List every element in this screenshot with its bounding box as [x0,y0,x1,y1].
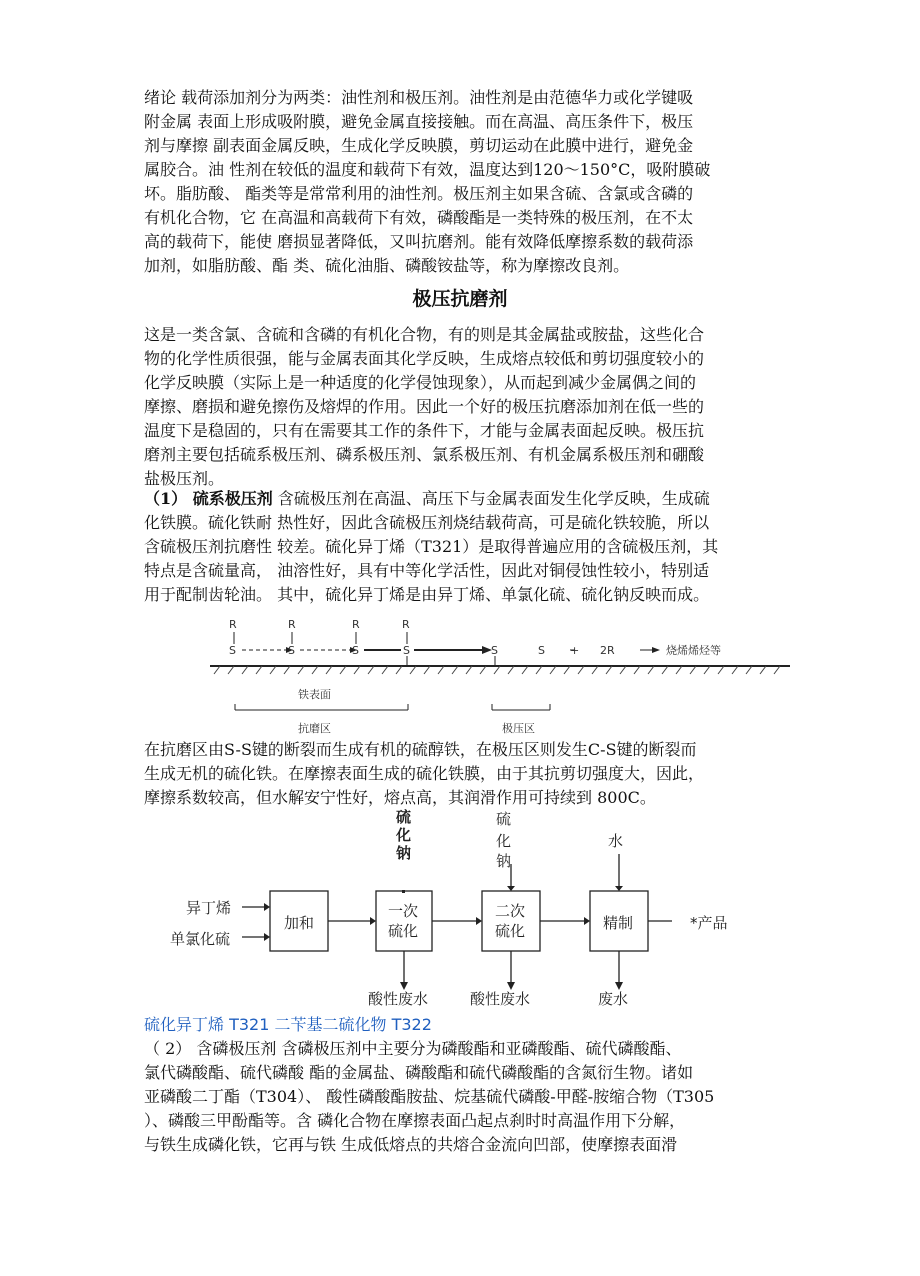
s-label: S [403,644,410,657]
text-line: 磨剂主要包括硫系极压剂、磷系极压剂、氯系极压剂、有机金属系极压剂和硼酸 [144,445,705,464]
text-line: 摩擦、磨损和避免擦伤及熔焊的作用。因此一个好的极压抗磨添加剂在低一些的 [144,397,705,416]
text-line: 高的载荷下，能使 磨损显著降低，又叫抗磨剂。能有效降低摩擦系数的载荷添 [144,232,694,251]
text-line: 与铁生成磷化铁，它再与铁 生成低熔点的共熔合金流向凹部，使摩擦表面滑 [144,1135,678,1154]
text-line: 有机化合物，它 在高温和高载荷下有效，磷酸酯是一类特殊的极压剂，在不太 [144,208,694,227]
text-line: 盐极压剂。 [144,469,225,488]
r-label: R [229,618,237,631]
sulfur-ep-lead: （1） 硫系极压剂 [144,489,273,508]
text-line [144,487,794,511]
sodium-sulfide-b-label-3: 钠 [496,852,512,870]
mechanism-diagram [200,608,800,738]
s-label: S [229,644,236,657]
sodium-sulfide-label-2: 化 [396,826,412,844]
text-line: 这是一类含氯、含硫和含磷的有机化合物，有的则是其金属盐或胺盐，这些化合 [144,325,705,344]
sodium-sulfide-b-label-1: 硫 [496,810,512,828]
sulfidation-2-box [482,891,540,951]
sulfidation-1-label-a: 一次 [388,902,419,920]
r-label: R [288,618,296,631]
s-label: S [491,644,498,657]
sulfur-ep-first: 含硫极压剂在高温、高压下与金属表面发生化学反映，生成硫 [272,489,710,508]
mechanism-paragraph [144,738,794,810]
text-line: 用于配制齿轮油。 其中，硫化异丁烯是由异丁烯、单氯化硫、硫化钠反映而成。 [144,585,710,604]
sodium-sulfide-b-label-2: 化 [496,832,512,850]
text-line: 氯代磷酸酯、硫代磷酸 酯的金属盐、磷酸酯和硫代磷酸酯的含氮衍生物。诸如 [144,1063,694,1082]
process-flow-diagram [160,806,780,1012]
intro-paragraph [144,86,794,278]
two-r-label: 2R [600,644,615,657]
text-line: 剂与摩擦 副表面金属反映，生成化学反映膜，剪切运动在此膜中进行，避免金 [144,136,694,155]
text-line: 坏。脂肪酸、 酯类等是常常利用的油性剂。极压剂主如果含硫、含氯或含磷的 [144,184,694,203]
text-line: 物的化学性质很强，能与金属表面其化学反映，生成熔点较低和剪切强度较小的 [144,349,705,368]
text-line: （ 2） 含磷极压剂 含磷极压剂中主要分为磷酸酯和亚磷酸酯、硫代磷酸酯、 [144,1039,682,1058]
anti-wear-zone-label: 抗磨区 [298,722,331,735]
sulfidation-2-label-b: 硫化 [495,922,526,940]
text-line: 加剂，如脂肪酸、酯 类、硫化油脂、磷酸铵盐等，称为摩擦改良剂。 [144,256,630,275]
text-line: ）、磷酸三甲酚酯等。含 磷化合物在摩擦表面凸起点刹时时高温作用下分解， [144,1111,686,1130]
s-label: S [538,644,545,657]
r-label: R [402,618,410,631]
sodium-sulfide-label-1: 硫 [396,808,412,826]
r-label: R [352,618,360,631]
s-label: S [288,644,295,657]
text-line: 生成无机的硫化铁。在摩擦表面生成的硫化铁膜，由于其抗剪切强度大，因此， [144,764,705,783]
isobutylene-label: 异丁烯 [186,899,232,917]
text-line: 属胶合。油 性剂在较低的温度和载荷下有效，温度达到120～150°C，吸附膜破 [144,160,711,179]
sulfur-monochloride-label: 单氯化硫 [170,930,231,948]
ep-intro-paragraph [144,323,794,491]
add-label: 加和 [284,914,315,932]
acid-wastewater-label: 酸性废水 [470,990,531,1008]
text-line: 附金属 表面上形成吸附膜，避免金属直接接触。而在高温、高压条件下，极压 [144,112,694,131]
s-label: S [352,644,359,657]
iron-surface-label: 铁表面 [298,688,331,701]
text-line: 温度下是稳固的，只有在需要其工作的条件下，才能与金属表面起反映。极压抗 [144,421,705,440]
text-line: 亚磷酸二丁酯（T304）、 酸性磷酸酯胺盐、烷基硫代磷酸-甲醛-胺缩合物（T305 [144,1087,715,1106]
text-line: 化铁膜。硫化铁耐 热性好，因此含硫极压剂烧结载荷高，可是硫化铁较脆，所以 [144,513,710,532]
product-label: 烧烯烯烃等 [666,644,721,657]
ep-zone-label: 极压区 [502,722,535,735]
text-line: 特点是含硫量高， 油溶性好，具有中等化学活性，因此对铜侵蚀性较小，特别适 [144,561,710,580]
sulfidation-1-box [376,891,432,951]
product-label: *产品 [690,914,728,932]
plus-sign: + [570,644,580,657]
wastewater-label: 废水 [598,990,629,1008]
acid-wastewater-label: 酸性废水 [368,990,429,1008]
section-heading: 极压抗磨剂 [412,288,508,310]
sulfur-ep-paragraph [144,487,794,607]
text-line: 含硫极压剂抗磨性 较差。硫化异丁烯（T321）是取得普遍应用的含硫极压剂，其 [144,537,719,556]
water-label: 水 [608,832,624,850]
sulfidation-1-label-b: 硫化 [388,922,419,940]
text-line: 化学反映膜（实际上是一种适度的化学侵蚀现象），从而起到减少金属偶之间的 [144,373,697,392]
phosphorus-ep-paragraph [144,1037,794,1157]
text-line: 摩擦系数较高，但水解安宁性好，熔点高，其润滑作用可持续到 800C。 [144,788,656,807]
sulfidation-2-label-a: 二次 [495,902,526,920]
sodium-sulfide-label-3: 钠 [396,844,412,862]
refine-label: 精制 [603,914,634,932]
figure-caption: 硫化异丁烯 T321 二苄基二硫化物 T322 [144,1015,432,1034]
text-line: 在抗磨区由S-S键的断裂而生成有机的硫醇铁，在极压区则发生C-S键的断裂而 [144,740,697,759]
text-line: 绪论 载荷添加剂分为两类：油性剂和极压剂。油性剂是由范德华力或化学键吸 [144,88,694,107]
